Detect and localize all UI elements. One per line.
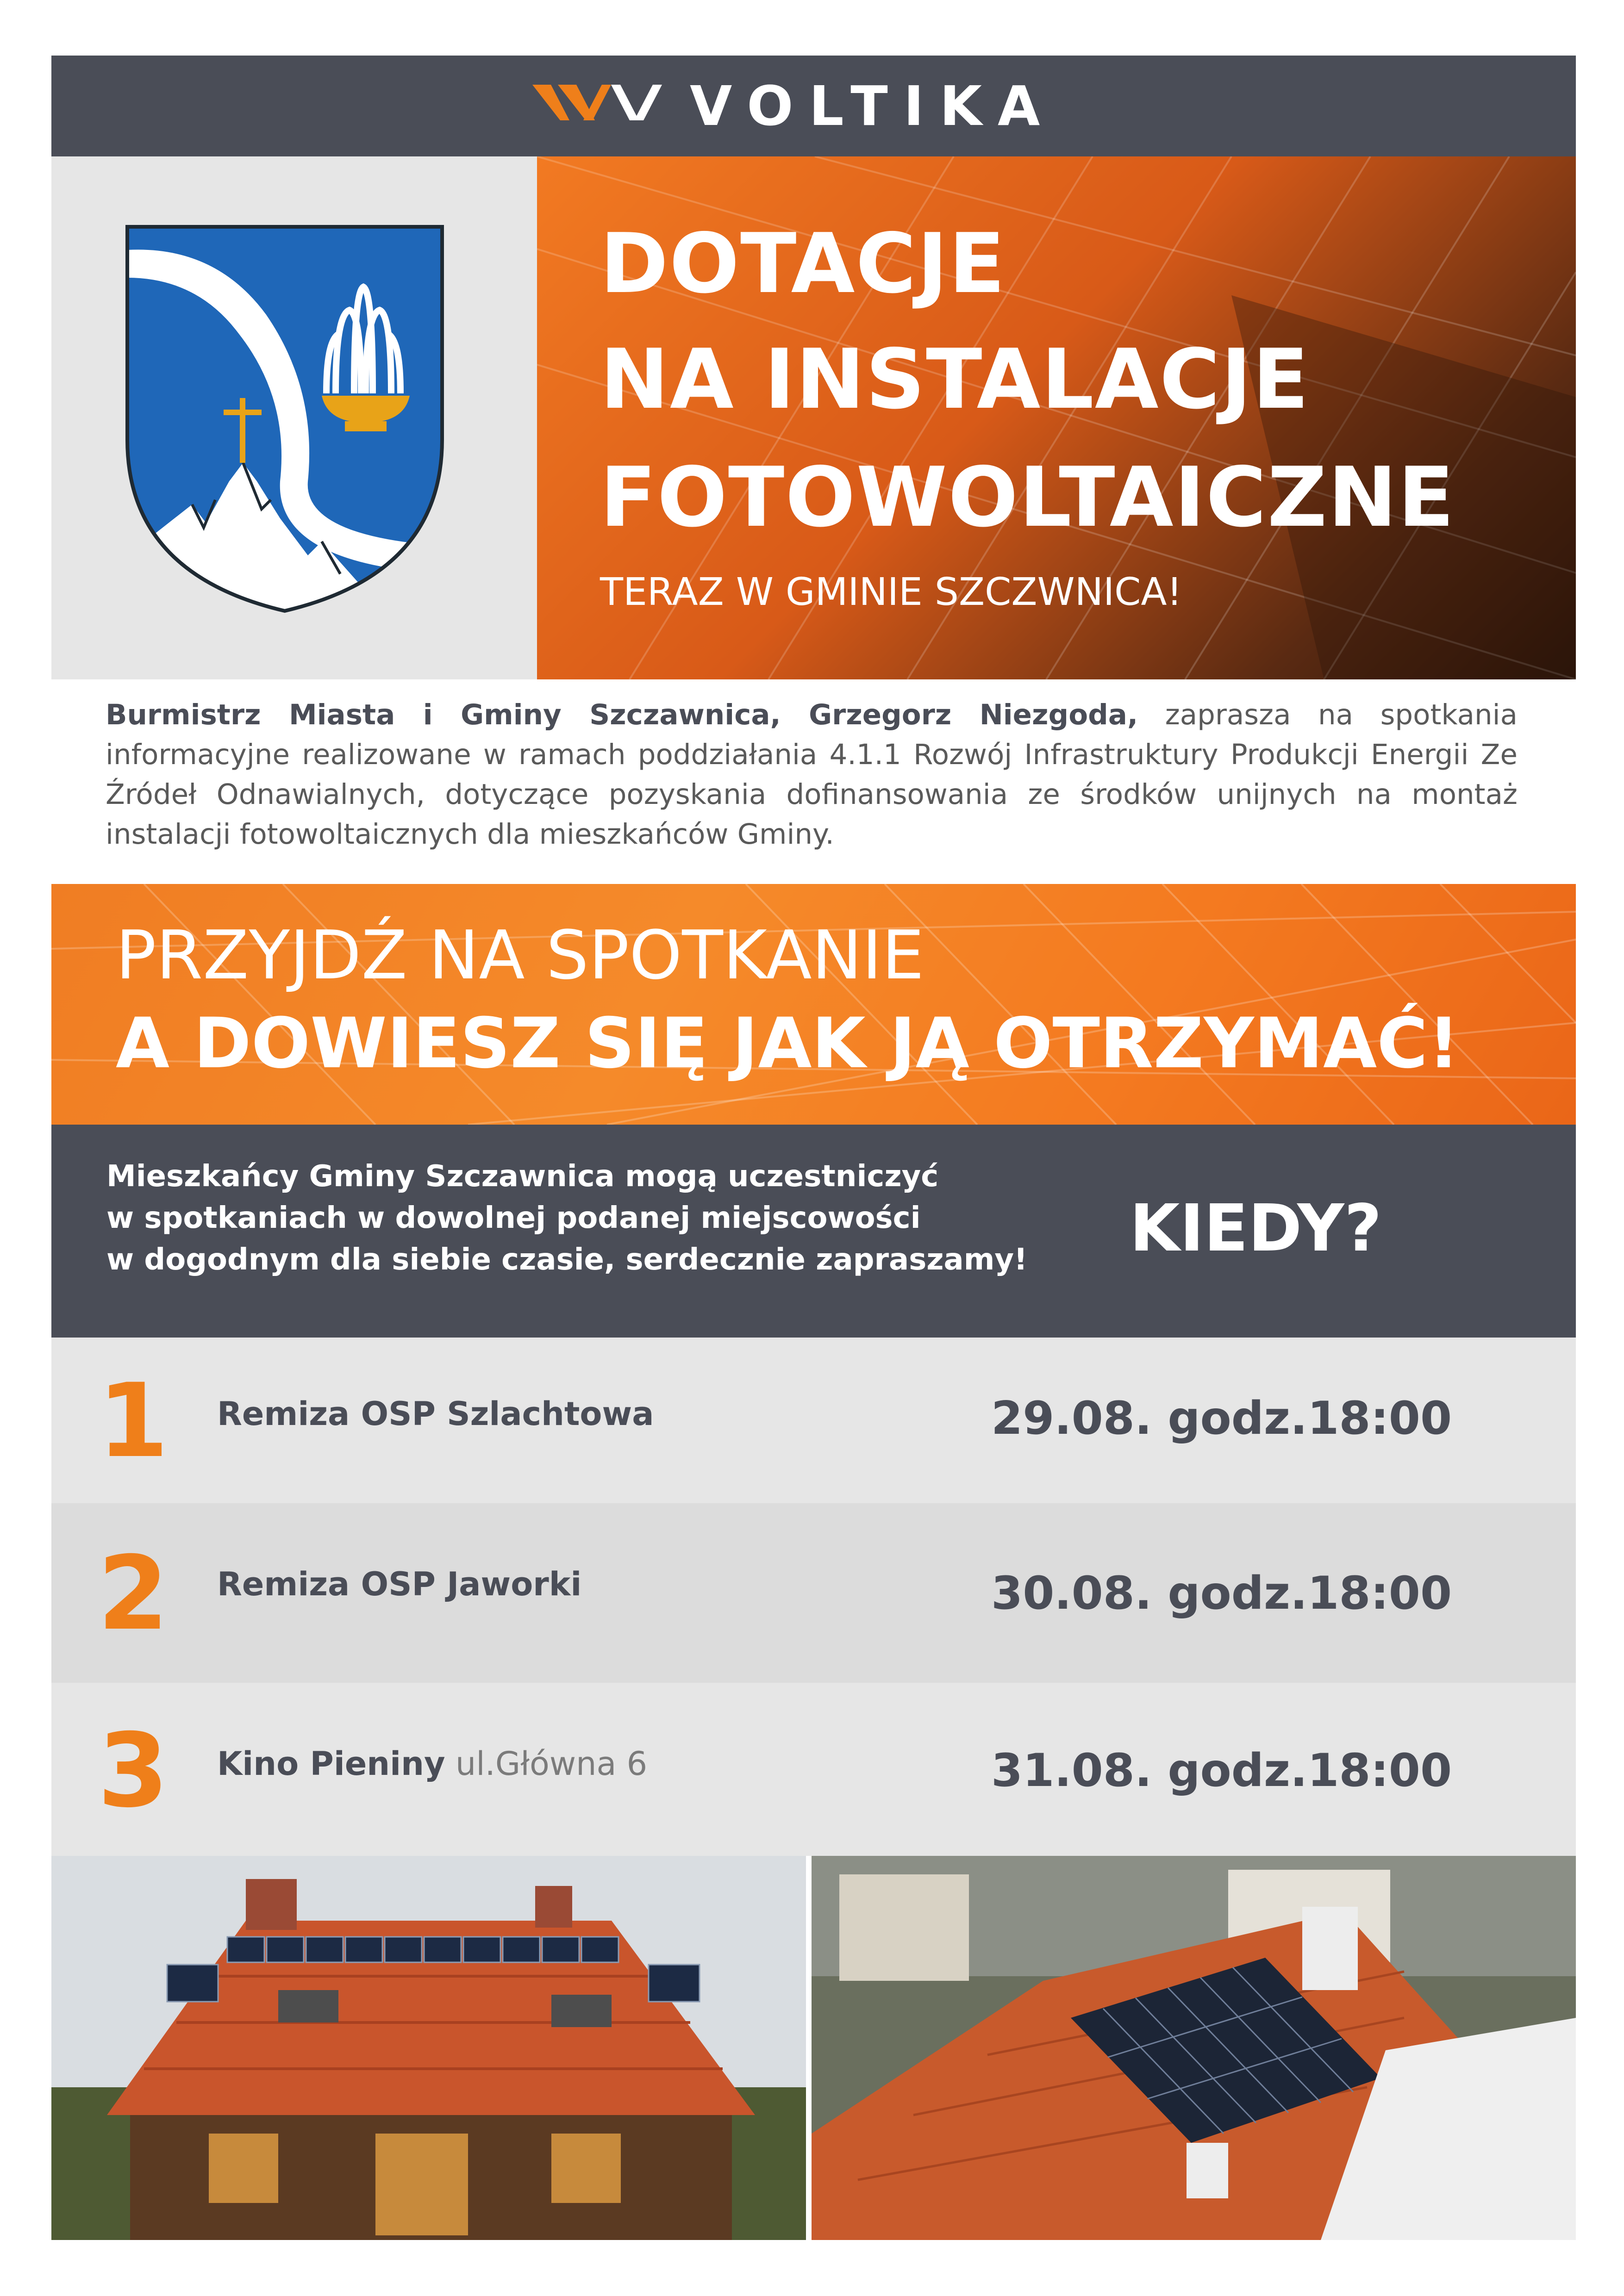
meeting-place [217,1563,581,1605]
brand-name: VOLTIKA [690,74,1056,138]
when-heading: KIEDY? [1130,1191,1382,1266]
intro-bold: Burmistrz Miasta i Gminy Szczawnica, Grzegorz Niezgoda, [106,698,1138,731]
meeting-date: 31.08. godz.18:00 [991,1744,1452,1797]
voltika-logo-mark-icon [532,76,685,132]
intro-text: zaprasza na spotkania informacyjne realizowane w ramach poddziałania 4.1.1 Rozwój Infrastruktury Produkcji Energii Ze Źródeł Odnawialnych, dotyczące pozyskania dofinansowania ze środków unijnych na montaż instalacji fotowoltaicznych dla mieszkańców Gminy. [106,698,1518,851]
place-name: Kino Pieniny [217,1745,445,1783]
meeting-date: 30.08. godz.18:00 [991,1567,1452,1620]
meeting-number: 2 [98,1534,169,1653]
place-address: ul.Główna 6 [445,1745,648,1783]
house-photo-right [812,1856,1576,2240]
coat-of-arms-icon [123,222,447,616]
meeting-place [217,1743,647,1785]
meeting-row-2 [51,1503,1576,1683]
hero-subtitle: TERAZ W GMINIE SZCZWNICA! [600,570,1182,614]
meeting-row-3 [51,1683,1576,1856]
meeting-place [217,1393,654,1435]
house-photo-left [51,1856,806,2240]
meeting-number: 1 [98,1362,169,1480]
meeting-date: 29.08. godz.18:00 [991,1392,1452,1445]
banner-line-1: PRZYJDŹ NA SPOTKANIE [116,916,924,995]
place-name: Remiza OSP Szlachtowa [217,1395,654,1433]
place-name: Remiza OSP Jaworki [217,1565,582,1603]
hero-title-line-1: DOTACJE [600,216,1006,311]
hero-title-line-2: NA INSTALACJE [600,331,1310,427]
intro-paragraph [106,695,1518,854]
info-line-3: w dogodnym dla siebie czasie, serdecznie zapraszamy! [106,1243,1028,1277]
banner-line-2: A DOWIESZ SIĘ JAK JĄ OTRZYMAĆ! [116,1003,1460,1084]
info-line-2: w spotkaniach w dowolnej podanej miejscowości [106,1201,921,1235]
meeting-number: 3 [98,1711,169,1830]
voltika-logo [532,74,1088,138]
info-line-1: Mieszkańcy Gminy Szczawnica mogą uczestniczyć [106,1159,939,1194]
hero-title-line-3: FOTOWOLTAICZNE [600,449,1455,545]
meeting-row-1 [51,1338,1576,1503]
